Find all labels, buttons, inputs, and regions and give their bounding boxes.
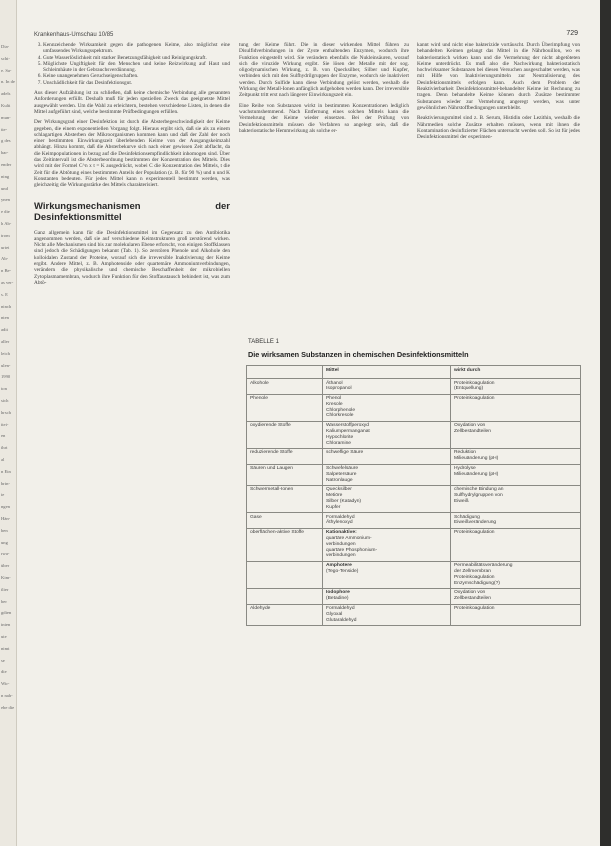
column-1-paragraphs (34, 90, 230, 188)
effect-line: Eiweiß (454, 499, 469, 505)
substance-cell (323, 464, 451, 485)
previous-page-fragment: n Be- (1, 268, 12, 274)
effect-line: der Zellmembran (454, 569, 491, 575)
previous-page-fragment: ebe die (1, 704, 15, 710)
previous-page-fragment: die (1, 669, 7, 675)
previous-page-fragment: leich (1, 350, 10, 356)
substance-name: Wasserstoffperoxyd (326, 423, 369, 429)
previous-page-fragment: sich (1, 398, 9, 403)
effect-cell (451, 513, 581, 529)
previous-page-fragment: brin- (1, 480, 10, 486)
previous-page-fragment: ning (1, 173, 10, 179)
effect-cell (451, 588, 581, 604)
table-row (247, 604, 581, 625)
previous-page-fragment: urtei (1, 244, 10, 250)
substance-name: Formaldehyd (326, 606, 355, 611)
table-row (247, 394, 581, 421)
table-row (247, 528, 581, 561)
previous-page-fragment: ulen- (1, 362, 11, 368)
substance-name: Quecksilber (326, 487, 352, 493)
previous-page-fragment: ute (1, 634, 7, 639)
effect-line: Proteinkoagulation (454, 606, 495, 611)
substance-cell (323, 561, 451, 588)
category-cell: Phenole (247, 394, 323, 421)
previous-page-fragment: n Ein (1, 468, 11, 474)
previous-page-fragment: g des (1, 138, 11, 144)
previous-page-fragment: mun- (1, 114, 11, 120)
previous-page-fragment: e die (1, 209, 10, 215)
paragraph: Aus dieser Aufzählung ist zu schließen, daß keine chemische Verbindung alle genannten Anforderungen erfüllt. Deshalb muß für jeden speziellen Zweck das geeignetste Mittel ausgewählt werden. Um die Wahl zu erleichtern, bestehen verschiedene Listen, in denen die Mittel aufgeführt sind, welche bestimmte Prüfbedingungen erfüllen. (34, 90, 230, 115)
table-row (247, 379, 581, 395)
substance-cell (323, 394, 451, 421)
previous-page-fragment: Wir- (1, 681, 10, 687)
previous-page-fragment: ung (1, 539, 8, 545)
previous-page-fragment: trom (1, 232, 10, 238)
substance-name: Äthanol (326, 380, 343, 386)
substance-cell (323, 485, 451, 512)
substances-table (246, 365, 581, 626)
effect-line: Proteinkoagulation (454, 574, 495, 580)
previous-page-fragment: 1990 (1, 374, 11, 380)
previous-page-fragment: ihrt (1, 445, 8, 451)
previous-page-fragment: gdien (1, 610, 12, 616)
table-title: Die wirksamen Substanzen in chemischen Desinfektionsmitteln (248, 350, 469, 359)
previous-page-fragment: und (1, 185, 8, 191)
previous-page-fragment: se (1, 657, 5, 663)
effect-line: Schädigung (454, 514, 480, 520)
previous-page-fragment: ber (1, 598, 7, 604)
effect-line: Zellbestandteilen (454, 429, 491, 435)
effect-line: Reduktion (454, 450, 477, 456)
previous-page-fragment: Hän- (1, 516, 11, 521)
substance-cell (323, 448, 451, 464)
table-row (247, 561, 581, 588)
substance-name: Hypochlorite (326, 434, 354, 440)
section-heading: Wirkungsmechanismen der Desinfektionsmittel (34, 200, 230, 223)
effect-line: Oxydation von (454, 423, 486, 429)
substance-name: Kupfer (326, 504, 341, 510)
category-cell: oberflächen-aktive Stoffe (247, 528, 323, 561)
substance-name: Natronlauge (326, 477, 353, 483)
previous-page-fragment: über (1, 563, 10, 569)
column-2 (239, 42, 409, 138)
substance-name: Glyoxal (326, 611, 343, 617)
column-3 (417, 42, 580, 144)
effect-line: Proteinkoagulation (454, 530, 495, 536)
substance-cell (323, 513, 451, 529)
category-cell (247, 561, 323, 588)
table-label: TABELLE 1 (248, 339, 279, 345)
category-cell: Schwermetall-Ionen (247, 485, 323, 512)
previous-page-fragment: ninch (1, 303, 12, 309)
substance-cell (323, 528, 451, 561)
category-cell: Säuren und Laugen (247, 464, 323, 485)
list-item: 3. Kennzeichende Wirksamkeit gegen die pathogenen Keime, also möglichst eine umfassendes Wirkungsspektrum. (43, 42, 230, 55)
list-item: 5. Möglichste Ungiftigkeit für den Menschen und keine Reizwirkung auf Haut und Schleimhäute in der Gebrauchsverdünnung. (43, 61, 230, 74)
effect-line: Eiweißveränderung (454, 520, 497, 526)
substance-name: Phenol (326, 396, 342, 402)
substance-name: Glutaraldehyd (326, 617, 357, 623)
previous-page-fragment: n nah- (1, 693, 13, 698)
substance-cell (323, 379, 451, 395)
effect-line: Proteinkoagulation (454, 396, 495, 402)
effect-cell (451, 561, 581, 588)
table-row (247, 513, 581, 529)
substance-name: Formaldehyd (326, 514, 355, 520)
previous-page-edge (0, 0, 17, 846)
paragraph: kannt wird und nicht eine bakterizide vortäuscht. Durch Überimpfung von behandelten Keimen gelangt das Mittel in die Nährbouillon, wo es bakteriostatisch wirken kann und die Vermehrung der nicht abgetöteten Keime unterdrückt. Es muß also die Nachwirkung bakteriostatisch hochwirksamer Substanzen bei diesen Versuchen ausgeschaltet werden, was mit Hilfe von Inaktivierungsmitteln zur Neutralisierung des Desinfektionsmittels erfolgen kann. Auch dem Problem der Reaktivierbarkeit Desinfektionsmittel-behandelter Keime ist Rechnung zu tragen. Denn behandelte Keime können durch Zusätze bestimmter Substanzen wieder zur Vermehrung angeregt werden, was unter gewöhnlichen Nährstoffbedingungen unterbleibt. (417, 42, 580, 111)
effect-line: Permeabilitätsveränderung (454, 563, 513, 569)
previous-page-fragment: as ver- (1, 280, 14, 285)
category-cell (247, 588, 323, 604)
substance-name: Chlorkresole (326, 413, 354, 419)
table-header-row (247, 366, 581, 379)
effect-cell (451, 379, 581, 395)
substance-subheading: Amphotere (326, 563, 352, 569)
effect-cell (451, 604, 581, 625)
table-header-cell: Mittel (323, 366, 451, 379)
previous-page-fragment: adit (1, 327, 8, 333)
effect-cell (451, 464, 581, 485)
previous-page-fragment: ben (1, 527, 8, 533)
substance-name: Metiöre (326, 493, 343, 499)
paragraph: Eine Reihe von Substanzen wirkt in bestimmten Konzentrationen lediglich wachstumshemmend. Nach Entfernung eines solchen Mittels kann die Vermehrung der Keime wieder einsetzen. Bei der Prüfung von Desinfektionsmitteln müssen die Verfahren so angelegt sein, daß die bakteriostatische Hemmwirkung als solche er- (239, 102, 409, 134)
list-item: 6. Keine unangenehmen Geruchseigenschaften. (43, 73, 230, 79)
previous-page-fragment: s. E (1, 291, 8, 297)
substance-cell (323, 588, 451, 604)
substance-cell (323, 604, 451, 625)
previous-page-fragment: rwa- (1, 551, 10, 557)
effect-line: Zellbestandteilen (454, 596, 491, 602)
column-1 (34, 42, 230, 290)
substance-name: quartäre Ammonium- (326, 536, 372, 542)
substance-name: schweflige Säure (326, 450, 364, 456)
category-cell: Aldehyde (247, 604, 323, 625)
table-header-cell (247, 366, 323, 379)
substance-name: Salpetersäure (326, 471, 357, 477)
previous-page-fragment: ilier (1, 586, 9, 592)
list-item: 4. Gute Wasserlöslichkeit mit starker Benetzungsfähigkeit und Reinigungskraft. (43, 55, 230, 61)
table-row (247, 464, 581, 485)
previous-page-fragment: nimt (1, 645, 10, 651)
substance-name: Schwefelsäure (326, 466, 359, 472)
category-cell: reduzierende Stoffe (247, 448, 323, 464)
category-cell: Gase (247, 513, 323, 529)
previous-page-fragment: schi- (1, 55, 10, 61)
paragraph: Reaktivierungsmittel sind z. B. Serum, Histidin oder Lezithin, weshalb die Nährmedien solche Zusätze erhalten müssen, wenn mit ihnen die Kontamination desinfizierter Flächen untersucht werden soll. So ist für jedes Desinfektionsmittel der experimen- (417, 115, 580, 141)
effect-cell (451, 528, 581, 561)
category-cell: Alkohole (247, 379, 323, 395)
substance-name: Chlorphenole (326, 407, 356, 413)
substance-name: verbindungen (326, 541, 356, 547)
table-row (247, 448, 581, 464)
previous-page-fragment: itei- (1, 421, 9, 427)
previous-page-fragment: h Ab- (1, 221, 12, 226)
substance-subheading: Iodophore (326, 590, 350, 596)
substance-name: verbindungen (326, 553, 356, 559)
substance-name: Silber (Katadyn) (326, 499, 362, 505)
effect-cell (451, 448, 581, 464)
previous-page-fragment: aller (1, 339, 10, 344)
effect-line: Hydrolyse (454, 466, 476, 472)
requirements-list (34, 42, 230, 86)
paragraph: Der Wirkungsgrad einer Desinfektion ist durch die Absterbegeschwindigkeit der Keime gegeben, die einem exponentiellen Vorgang folgt. Hieraus ergibt sich, daß sie als zu einem schlagartigen Absterben der Mikroorganismen kommen kann und daß der Zahl der noch einer bestimmten Einwirkungszeit überlebenden Keime von der Ausgangskeimzahl abhängt. Hinzu kommt, daß die Absterbekurve sich nach einer gewissen Zeit abflacht, da die Keimpopulationen in bezug auf die Desinfektionsempfindlichkeit inhomogen sind. Über das Zeitintervall ist die Absterbeordnung bestimmten der Konzentration des Mittels. Dies wird mit der Formel C^n x t = K ausgedrückt, wobei C die Konzentration des Mittels, t die Zeit für die Abtötung eines bestimmten Anteils der Population (z. B. für 90 %) und n und K Konstanten bedeuten. Für jedes Mittel kann n experimentell bestimmt werden, was gleichzeitig die Wirkungsstärke des Mittels charakterisiert. (34, 119, 230, 189)
previous-page-fragment: al (1, 457, 5, 462)
paragraph: tung der Keime führt. Die in dieser wirkenden Mittel führen zu Disulfidverbindungen in der Zyste enthaltenden Enzymen, wodurch ihre Funktion eingestellt wird. Sie verändern ebenfalls die Nukleinsäuren, worauf sich die viruzide Wirkung ergibt. Sie lösen der Metalle mit der sog. oligodynamischen Wirkung, z. B. von Quecksilber, Silber und Kupfer, verbinden sich mit den Sulfhydrilgruppen der Enzyme, wodurch sie inaktiviert werden. Durch Sulfide kann diese Verbindung gelöst werden, weshalb die Wirkung der Metall-Ionen anfänglich aufgehoben werden kann. Der irreversible Zeitpunkt tritt erst nach längerer Einwirkungszeit ein. (239, 42, 409, 99)
effect-cell (451, 421, 581, 448)
previous-page-fragment: Ab- (1, 256, 9, 262)
previous-page-fragment: ie (1, 492, 5, 498)
substance-name: Kaliumpermanganat (326, 429, 370, 435)
substance-name: (Betadine) (326, 596, 349, 602)
previous-page-fragment: ton (1, 386, 7, 392)
previous-page-fragment: hrsch (1, 409, 11, 415)
previous-page-fragment: ender (1, 162, 12, 167)
previous-page-fragment: Kim- (1, 575, 11, 580)
previous-page-fragment: e. Sa- (1, 67, 12, 73)
substance-subheading: Kationaktive: (326, 530, 357, 536)
previous-page-fragment: bar- (1, 150, 9, 156)
effect-line: Milieuänderung (pH) (454, 456, 499, 462)
substance-name: Kresole (326, 401, 343, 407)
substance-name: Isopropanol (326, 386, 352, 392)
effect-cell (451, 485, 581, 512)
effect-line: Milieuänderung (pH) (454, 471, 499, 477)
page-number: 729 (566, 30, 578, 37)
list-item: 7. Unschädlichkeit für das Desinfektionsgut. (43, 80, 230, 86)
previous-page-fragment: Dia- (1, 44, 10, 49)
column-1-after-heading: Ganz allgemein kann für die Desinfektionsmittel im Gegensatz zu den Antibiotika angenommen werden, daß sie auf verschiedene Keimstrukturen groß zerstörend wirken. Nicht alle Mechanismen sind bis zur molekularen Ebene erforscht, von einigen Stoffklassen sind jedoch die Schädigungen bekannt (Tab. 1). So zerstören Phenole und Alkohole den kolloidalen Zustand der Proteine, worauf sich die irreversible Inaktivierung der Keime ergibt. Andere Mittel, z. B. Amphotenside oder quartemäre Ammoniumverbindungen, verändern die physikalische und chemische Beschaffenheit der mikrobiellen Zytoplasmamembran, wodurch ihre Funktion für den Stoffaustausch behindert ist, was zum Abtö- (34, 229, 230, 286)
running-head: Krankenhaus-Umschau 10/85 (34, 32, 114, 38)
substance-name: quartäre Phosphonium- (326, 547, 378, 553)
previous-page-fragment: ngen (1, 504, 10, 510)
substance-name: Äthylenoxyd (326, 520, 353, 526)
previous-page-fragment: nten (1, 315, 9, 321)
table-header-cell: wirkt durch (451, 366, 581, 379)
substance-cell (323, 421, 451, 448)
table-row (247, 421, 581, 448)
effect-line: chemische Bindung an (454, 487, 504, 493)
previous-page-fragment: adels (1, 91, 11, 97)
effect-line: Enzymschädigung(?) (454, 580, 500, 586)
previous-page-fragment: Kulti (1, 103, 11, 108)
previous-page-fragment: en (1, 433, 6, 439)
substance-name: Chloramine (326, 440, 352, 446)
category-cell: oxydierende Stoffe (247, 421, 323, 448)
previous-page-fragment: n. In de (1, 79, 15, 85)
effect-line: Oxydation von (454, 590, 486, 596)
effect-cell (451, 394, 581, 421)
table-row (247, 485, 581, 512)
table-row (247, 588, 581, 604)
previous-page-fragment: inten (1, 622, 11, 628)
previous-page-fragment: tie- (1, 126, 8, 132)
effect-line: Sulfhydrylgruppen von (454, 493, 503, 499)
previous-page-fragment: ynen (1, 197, 10, 203)
substance-name: (Tego-Tenside) (326, 569, 359, 575)
effect-line: (Entquellung) (454, 386, 484, 392)
effect-line: Proteinkoagulation (454, 380, 495, 386)
